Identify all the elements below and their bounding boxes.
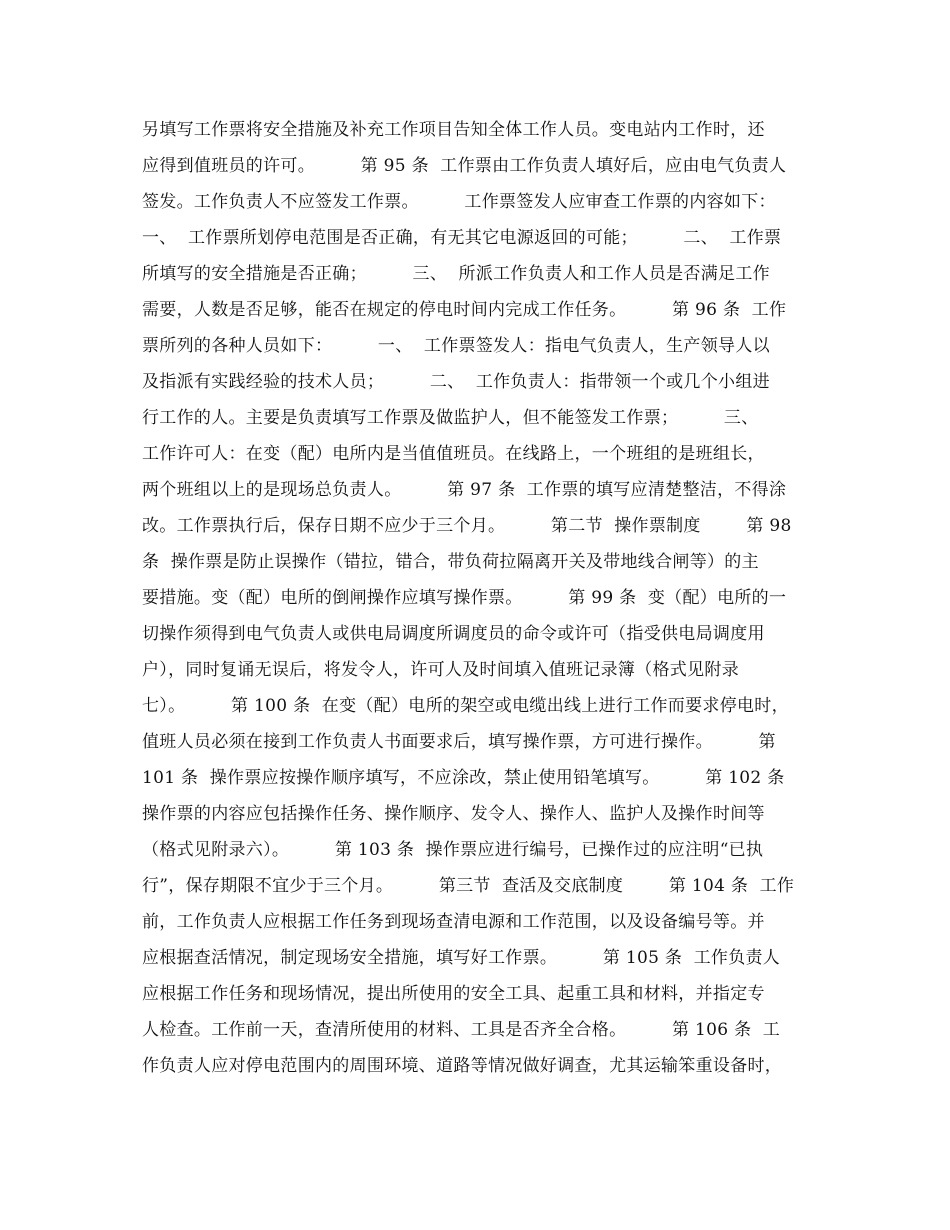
text-line: 应根据工作任务和现场情况，提出所使用的安全工具、起重工具和材料，并指定专	[142, 984, 765, 1004]
text-line: 值班人员必须在接到工作负责人书面要求后，填写操作票，方可进行操作。 第	[142, 732, 776, 752]
text-line: 所填写的安全措施是否正确； 三、 所派工作负责人和工作人员是否满足工作	[142, 264, 770, 284]
text-line: 工作许可人：在变（配）电所内是当值值班员。在线路上，一个班组的是班组长，	[142, 444, 765, 464]
text-line: 人检查。工作前一天，查清所使用的材料、工具是否齐全合格。 第 106 条 工	[142, 1020, 781, 1040]
text-line: 操作票的内容应包括操作任务、操作顺序、发令人、操作人、监护人及操作时间等	[142, 804, 765, 824]
text-line: 签发。工作负责人不应签发工作票。 工作票签发人应审查工作票的内容如下：	[142, 192, 776, 212]
text-line: 作负责人应对停电范围内的周围环境、道路等情况做好调查，尤其运输笨重设备时，	[142, 1056, 783, 1076]
text-line: 及指派有实践经验的技术人员； 二、 工作负责人：指带领一个或几个小组进	[142, 372, 770, 392]
text-line: 票所列的各种人员如下： 一、 工作票签发人：指电气负责人，生产领导人以	[142, 336, 770, 356]
text-line: 101 条 操作票应按操作顺序填写，不应涂改，禁止使用铅笔填写。 第 102 条	[142, 768, 785, 788]
text-line: 要措施。变（配）电所的倒闸操作应填写操作票。 第 99 条 变（配）电所的一	[142, 588, 787, 608]
text-line: 条 操作票是防止误操作（错拉，错合，带负荷拉隔离开关及带地线合闸等）的主	[142, 552, 759, 572]
text-line: （格式见附录六）。 第 103 条 操作票应进行编号，已操作过的应注明“已执	[142, 840, 764, 860]
text-line: 一、 工作票所划停电范围是否正确，有无其它电源返回的可能； 二、 工作票	[142, 228, 782, 248]
text-line: 需要，人数是否足够，能否在规定的停电时间内完成工作任务。 第 96 条 工作	[142, 300, 787, 320]
text-line: 两个班组以上的是现场总负责人。 第 97 条 工作票的填写应清楚整洁，不得涂	[142, 480, 787, 500]
text-line: 七）。 第 100 条 在变（配）电所的架空或电缆出线上进行工作而要求停电时，	[142, 696, 789, 716]
text-line: 改。工作票执行后，保存日期不应少于三个月。 第二节 操作票制度 第 98	[142, 516, 792, 536]
text-line: 户），同时复诵无误后，将发令人，许可人及时间填入值班记录簿（格式见附录	[142, 660, 739, 680]
text-line: 行工作的人。主要是负责填写工作票及做监护人，但不能签发工作票； 三、	[142, 408, 759, 428]
text-line: 应得到值班员的许可。 第 95 条 工作票由工作负责人填好后，应由电气负责人	[142, 156, 787, 176]
text-line: 切操作须得到电气负责人或供电局调度所调度员的命令或许可（指受供电局调度用	[142, 624, 765, 644]
body-text	[142, 112, 832, 1084]
text-line: 应根据查活情况，制定现场安全措施，填写好工作票。 第 105 条 工作负责人	[142, 948, 781, 968]
text-line: 前，工作负责人应根据工作任务到现场查清电源和工作范围，以及设备编号等。并	[142, 912, 765, 932]
text-line: 另填写工作票将安全措施及补充工作项目告知全体工作人员。变电站内工作时，还	[142, 120, 765, 140]
text-line: 行”，保存期限不宜少于三个月。 第三节 查活及交底制度 第 104 条 工作	[142, 876, 795, 896]
